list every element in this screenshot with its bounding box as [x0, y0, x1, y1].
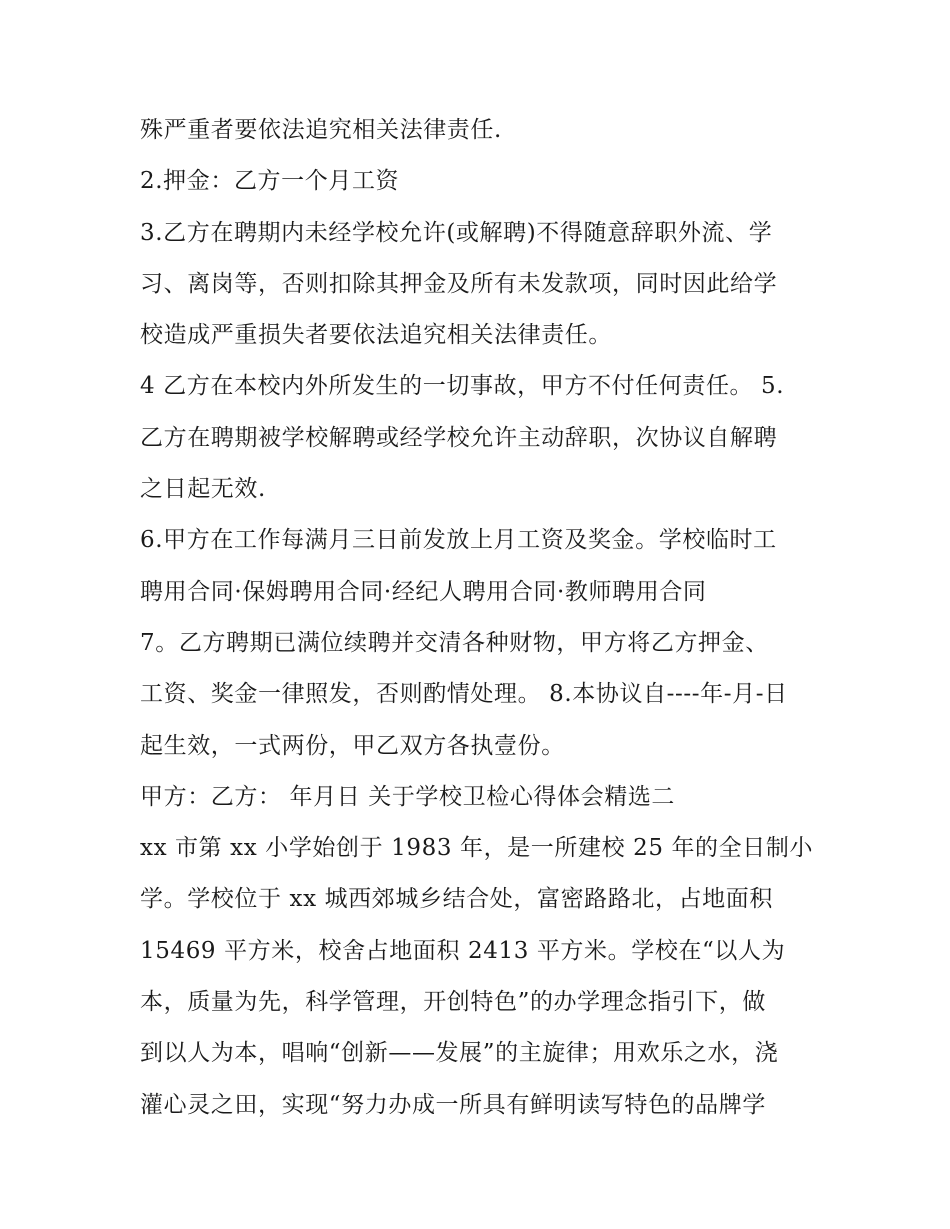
- text-line: 殊严重者要依法追究相关法律责任.: [140, 117, 502, 143]
- text-line: 学。学校位于 xx 城西郊城乡结合处，富密路路北，占地面积: [140, 886, 773, 913]
- text-line: 之日起无效.: [140, 476, 266, 503]
- document-body: [140, 105, 830, 1131]
- text-line: 7。乙方聘期已满位续聘并交清各种财物，甲方将乙方押金、: [140, 629, 769, 656]
- text-line: 15469 平方米，校舍占地面积 2413 平方米。学校在“以人为: [140, 937, 786, 964]
- text-line: 工资、奖金一律照发，否则酌情处理。 8.本协议自----年-月-日: [140, 681, 788, 708]
- text-line: 聘用合同·保姆聘用合同·经纪人聘用合同·教师聘用合同: [140, 578, 707, 605]
- text-line: 3.乙方在聘期内未经学校允许(或解聘)不得随意辞职外流、学: [140, 219, 773, 246]
- text-line: 6.甲方在工作每满月三日前发放上月工资及奖金。学校临时工: [140, 527, 777, 554]
- text-line: xx 市第 xx 小学始创于 1983 年，是一所建校 25 年的全日制小: [140, 835, 814, 862]
- text-line: 乙方在聘期被学校解聘或经学校允许主动辞职，次协议自解聘: [140, 424, 778, 451]
- text-line: 2.押金：乙方一个月工资: [140, 168, 400, 195]
- text-line: 4 乙方在本校内外所发生的一切事故，甲方不付任何责任。 5.: [140, 373, 785, 400]
- text-line: 起生效，一式两份，甲乙双方各执壹份。: [140, 732, 565, 759]
- text-line: 本，质量为先，科学管理，开创特色”的办学理念指引下，做: [140, 989, 766, 1016]
- text-line: 校造成严重损失者要依法追究相关法律责任。: [140, 322, 612, 349]
- text-line: 到以人为本，唱响“创新——发展”的主旋律；用欢乐之水，浇: [140, 1040, 779, 1067]
- text-line: 甲方：乙方： 年月日 关于学校卫检心得体会精选二: [140, 783, 676, 810]
- text-line: 灌心灵之田，实现“努力办成一所具有鲜明读写特色的品牌学: [140, 1091, 766, 1118]
- text-line: 习、离岗等，否则扣除其押金及所有未发款项，同时因此给学: [140, 270, 778, 297]
